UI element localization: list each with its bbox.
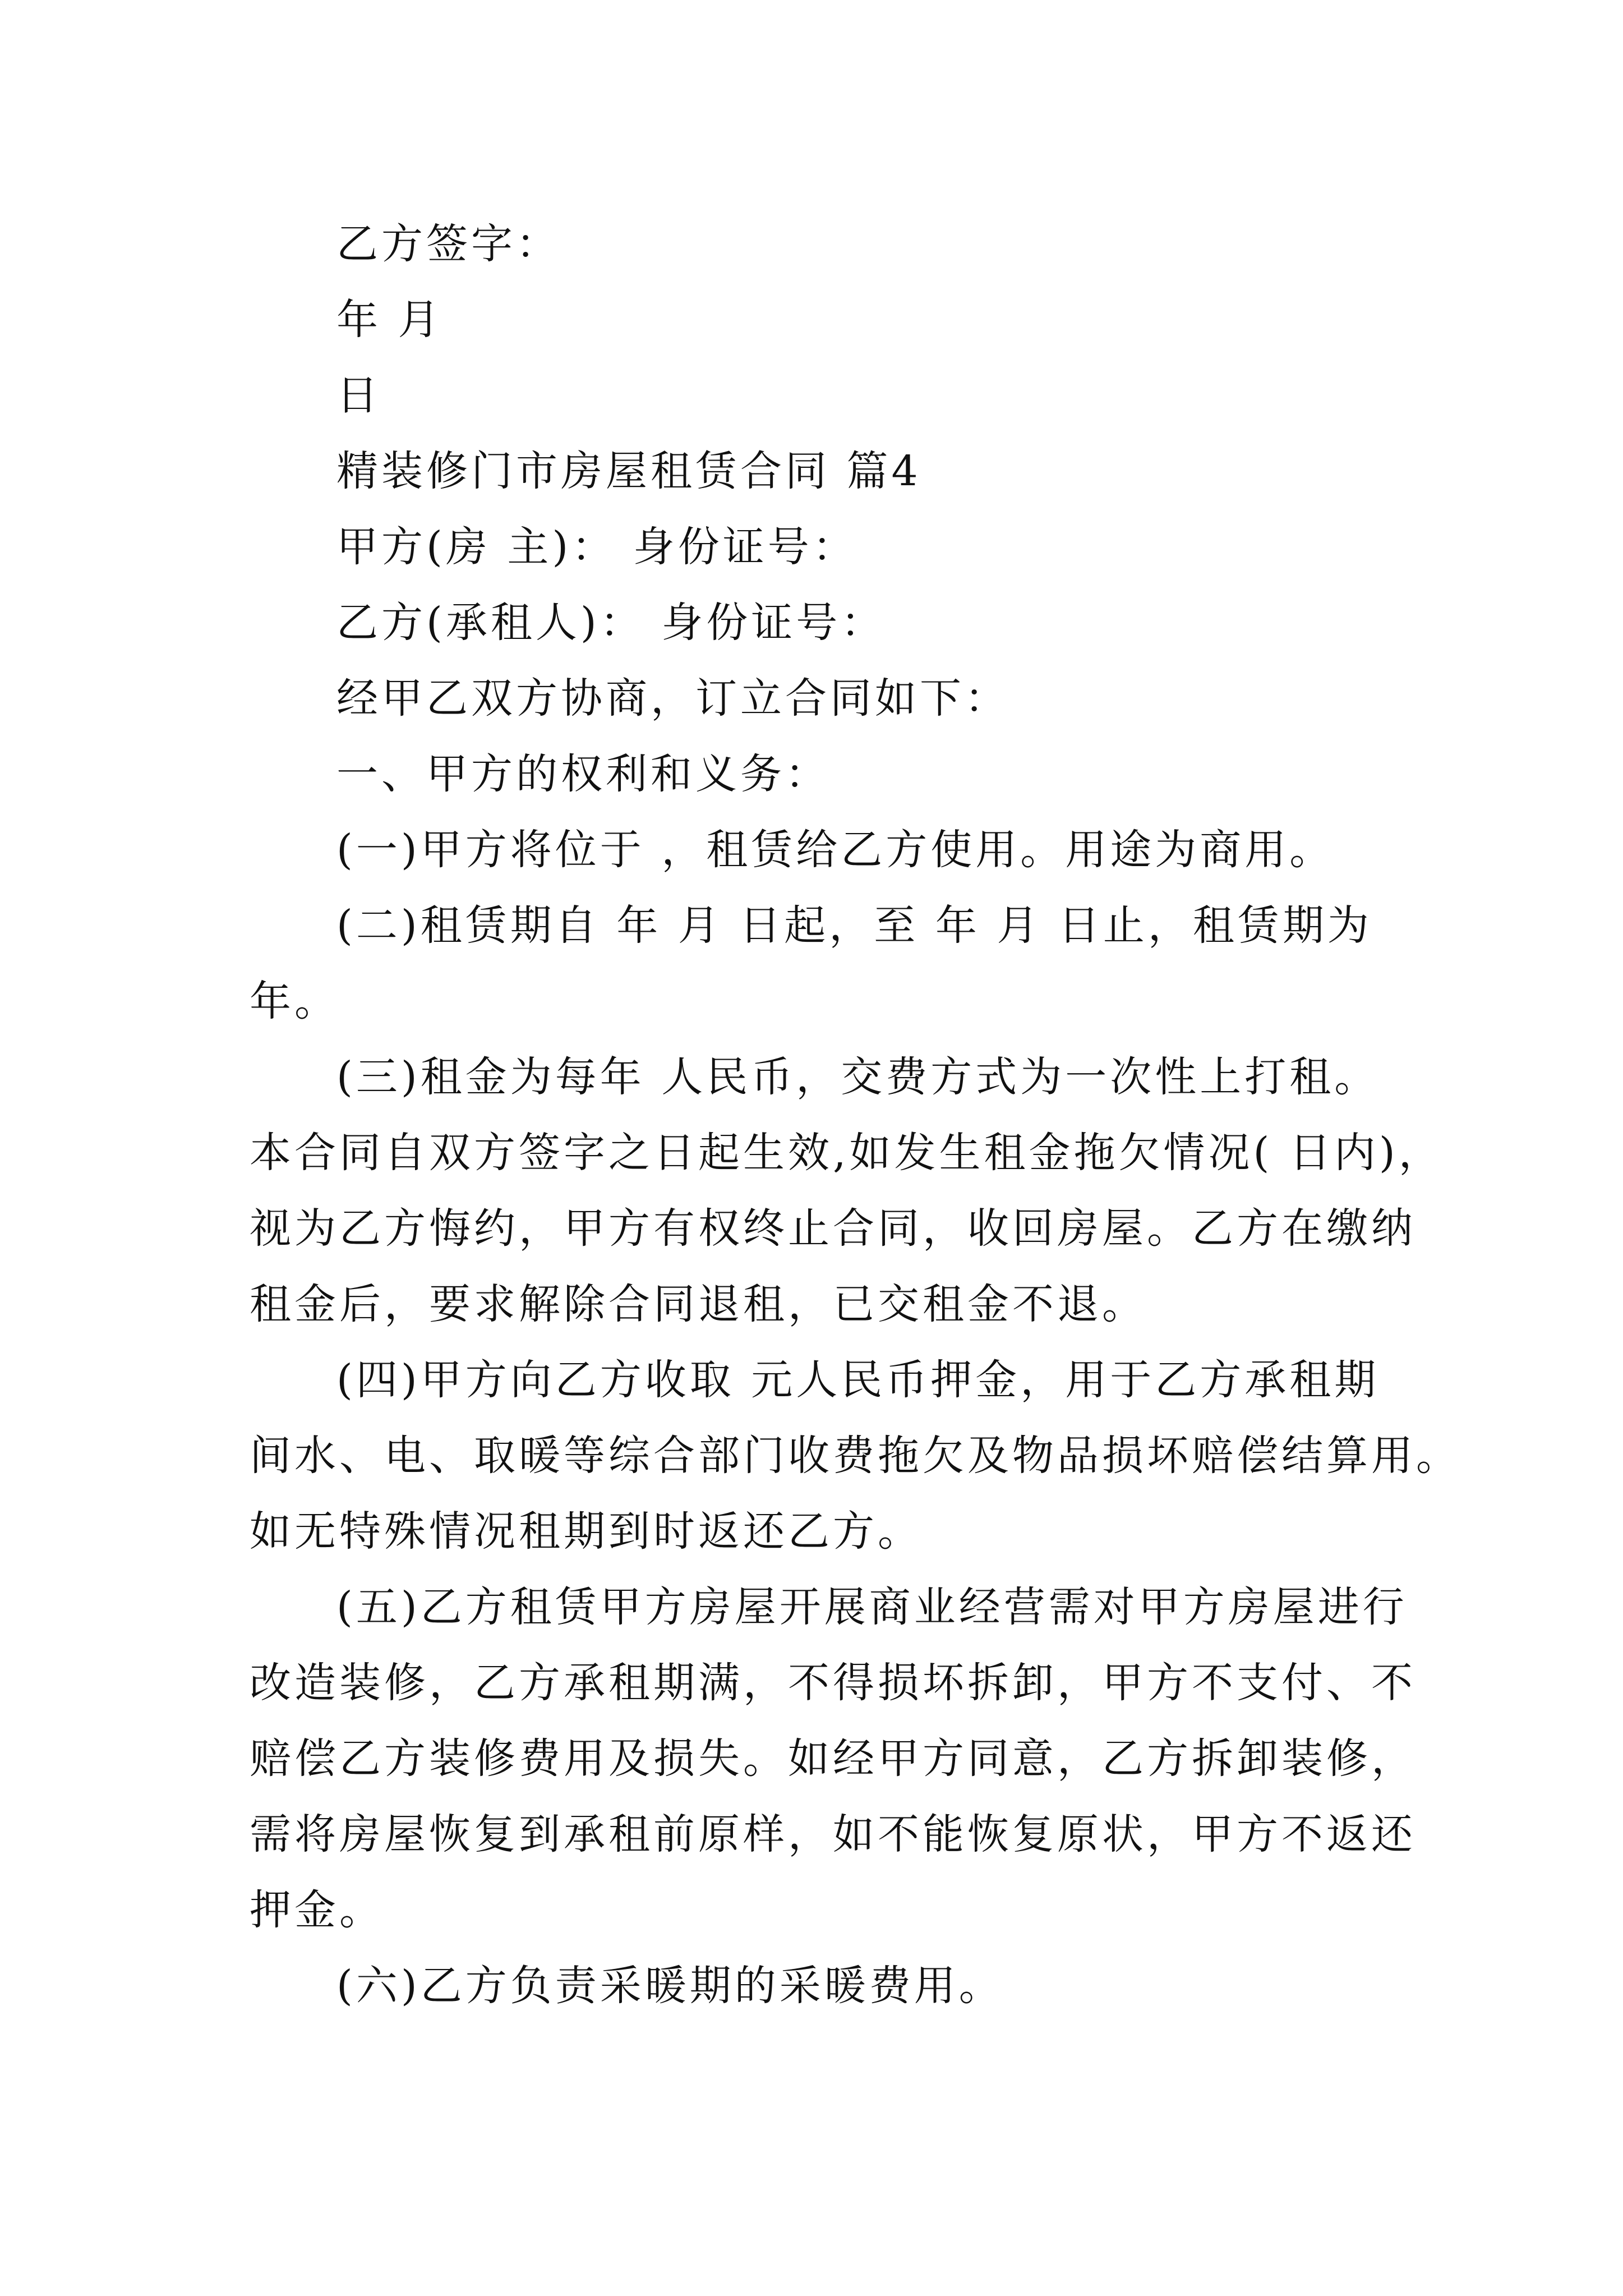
clause-4-line-3: 如无特殊情况租期到时返还乙方。 (250, 1507, 923, 1556)
clause-5-line-1: (五)乙方租赁甲方房屋开展商业经营需对甲方房屋进行 (336, 1583, 1408, 1631)
clause-4-line-1: (四)甲方向乙方收取 元人民币押金，用于乙方承租期 (336, 1356, 1380, 1404)
clause-6: (六)乙方负责采暖期的采暖费用。 (336, 1962, 1004, 2010)
date-day-label: 日 (336, 371, 381, 420)
clause-5-line-3: 赔偿乙方装修费用及损失。如经甲方同意，乙方拆卸装修， (250, 1734, 1416, 1783)
clause-1: (一)甲方将位于 ，租赁给乙方使用。用途为商用。 (336, 826, 1335, 874)
party-a-line: 甲方(房 主)： 身份证号： (336, 523, 857, 571)
clause-5-line-2: 改造装修，乙方承租期满，不得损坏拆卸，甲方不支付、不 (250, 1659, 1416, 1707)
clause-3-line-2: 本合同自双方签字之日起生效,如发生租金拖欠情况( 日内)， (250, 1129, 1444, 1177)
clause-3-line-3: 视为乙方悔约，甲方有权终止合同，收回房屋。乙方在缴纳 (250, 1204, 1416, 1253)
agreement-intro: 经甲乙双方协商，订立合同如下： (336, 674, 1009, 723)
clause-3-line-4: 租金后，要求解除合同退租，已交租金不退。 (250, 1280, 1147, 1328)
clause-2-line-1: (二)租赁期自 年 月 日起，至 年 月 日止，租赁期为 (336, 901, 1372, 950)
contract-title: 精装修门市房屋租赁合同 篇4 (336, 447, 921, 495)
party-b-signature-label: 乙方签字： (336, 220, 561, 268)
clause-5-line-4: 需将房屋恢复到承租前原样，如不能恢复原状，甲方不返还 (250, 1810, 1416, 1858)
clause-2-line-2: 年。 (250, 977, 339, 1025)
party-b-line: 乙方(承租人)： 身份证号： (336, 599, 886, 647)
clause-5-line-5: 押金。 (250, 1886, 384, 1934)
section-heading: 一、甲方的权利和义务： (336, 750, 830, 798)
date-year-month-label: 年 月 (336, 296, 443, 344)
clause-4-line-2: 间水、电、取暖等综合部门收费拖欠及物品损坏赔偿结算用。 (250, 1432, 1461, 1480)
clause-3-line-1: (三)租金为每年 人民币，交费方式为一次性上打租。 (336, 1053, 1380, 1101)
